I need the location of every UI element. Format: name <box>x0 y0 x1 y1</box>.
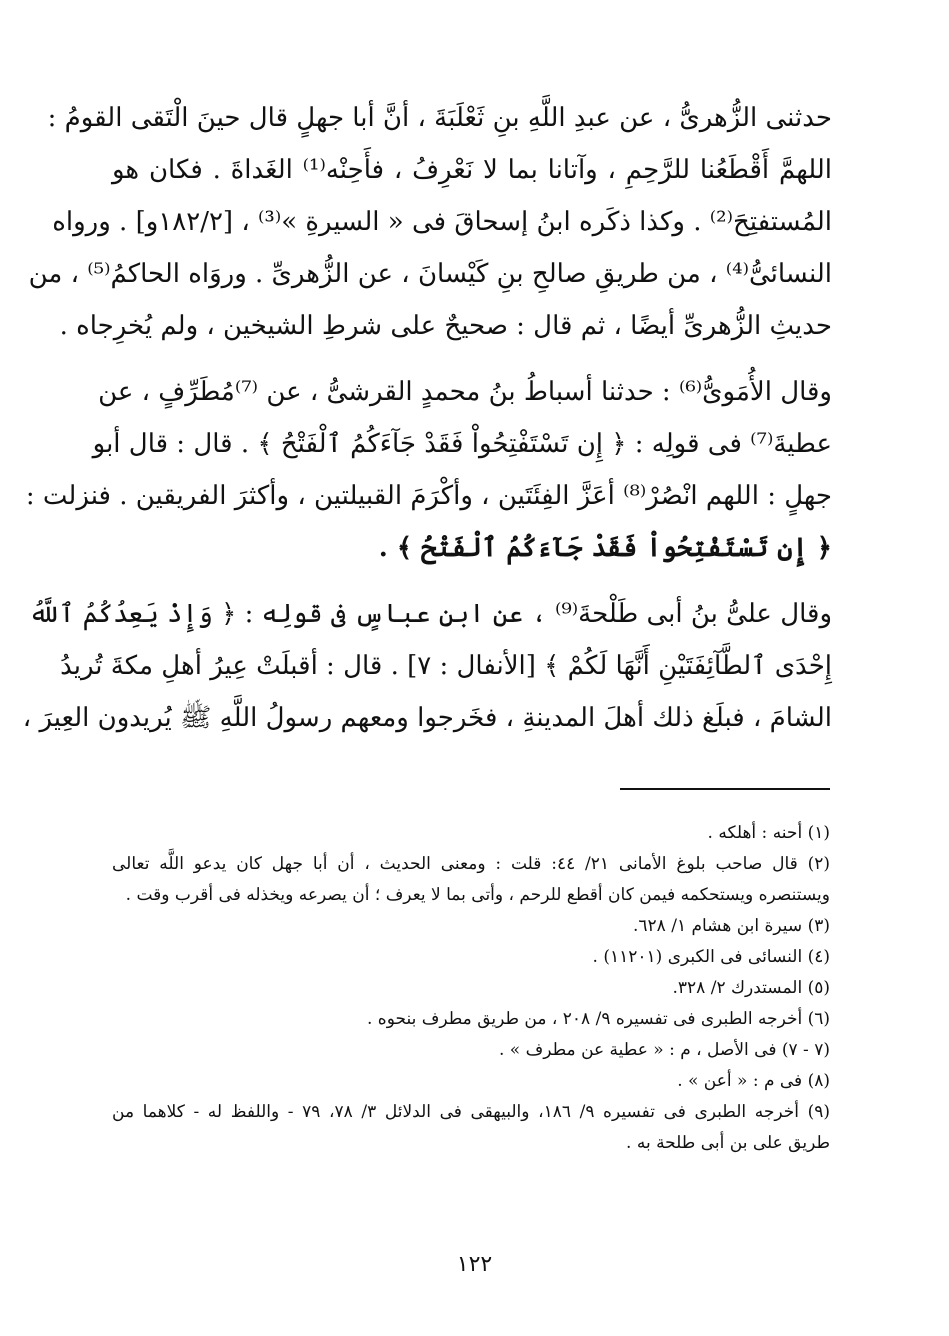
text-line: وقال الأُمَوىُّ⁽⁶⁾ : حدثنا أسباطُ بنُ محمدٍ القرشىُّ ، عن ⁽⁷⁾مُطَرِّفٍ ، عن <box>98 377 832 407</box>
paragraph <box>25 366 832 574</box>
quran-verse-line: ﴿ إِن تَسْتَفْتِحُواْ فَقَدْ جَآءَكُمُ ٱلْفَتْحُ ﴾ . <box>378 533 832 563</box>
footnote: (٢) قال صاحب بلوغ الأمانى ٢١/ ٤٤: قلت : ومعنى الحديث ، أن أبا جهل كان يدعو اللَّه تعالى <box>112 854 830 874</box>
text-line: إِحْدَى ٱلطَّآئِفَتَيْنِ أَنَّهَا لَكُمْ ﴾ [الأنفال : ٧] . قال : أقبلَتْ عِيرُ أهلِ مكةَ تُريدُ <box>60 651 832 681</box>
text-line: جهلٍ : اللهم انْصُرْ⁽⁸⁾ أعَزَّ الفِئَتَين ، وأكْرَمَ القبيلتين ، وأكثرَ الفريقين . فنزلت : <box>25 481 832 511</box>
footnote-continuation: ويستنصره ويستحكمه فيمن كان أقطع للرحم ، وأتى بما لا يعرف ؛ أن يصرعه ويخذله فى أقرب وقت . <box>125 885 830 905</box>
footnote: (٧ - ٧) فى الأصل ، م : « عطية عن مطرف » . <box>499 1040 830 1060</box>
text-line: عطيةَ⁽⁷⁾ فى قولِه : ﴿ إِن تَسْتَفْتِحُواْ فَقَدْ جَآءَكُمُ ٱلْفَتْحُ ﴾ . قال : قال أبو <box>92 429 832 459</box>
page-number: ١٢٢ <box>456 1252 493 1277</box>
paragraph-spacer <box>112 574 832 588</box>
footnote: (٩) أخرجه الطبرى فى تفسيره ٩/ ١٨٦، والبيهقى فى الدلائل ٣/ ٧٨، ٧٩ - واللفظ له - كلاهما من <box>112 1102 830 1122</box>
footnote: (٣) سيرة ابن هشام ١/ ٦٢٨. <box>632 916 830 936</box>
text-line: اللهمَّ أَقْطَعُنا للرَّحِمِ ، وآتانا بما لا نَعْرِفُ ، فأَحِنْه⁽¹⁾ الغَداةَ . فكان هو <box>112 155 832 185</box>
footnote-divider <box>620 788 830 790</box>
footnote: (٤) النسائى فى الكبرى (١١٢٠١) . <box>592 947 830 967</box>
footnote: (٥) المستدرك ٢/ ٣٢٨. <box>672 978 830 998</box>
text-line: حديثِ الزُّهرىِّ أيضًا ، ثم قال : صحيحٌ على شرطِ الشيخين ، ولم يُخرِجاه . <box>59 311 832 341</box>
paragraph <box>22 588 832 744</box>
footnote-continuation: طريق على بن أبى طلحة به . <box>626 1133 830 1153</box>
footnote: (٨) فى م : « أعن » . <box>677 1071 830 1091</box>
paragraph-spacer <box>112 352 832 366</box>
text-line: النسائىُّ⁽⁴⁾ ، من طريقِ صالحِ بنِ كَيْسانَ ، عن الزُّهرىِّ . وروَاه الحاكمُ⁽⁵⁾ ، من <box>28 259 832 289</box>
text-line: حدثنى الزُّهرىُّ ، عن عبدِ اللَّهِ بنِ ثَعْلَبَةَ ، أنَّ أبا جهلٍ قال حينَ الْتَقى القومُ : <box>47 103 832 133</box>
paragraph <box>28 92 832 352</box>
footnote: (٦) أخرجه الطبرى فى تفسيره ٩/ ٢٠٨ ، من طريق مطرف بنحوه . <box>367 1009 830 1029</box>
footnote: (١) أحنه : أهلكه . <box>707 823 830 843</box>
main-text <box>22 92 832 744</box>
text-line: المُستفتِحَ⁽²⁾ . وكذا ذكَره ابنُ إسحاقَ فى « السيرةِ »⁽³⁾ ، [١٨٢/٢و] . ورواه <box>52 207 832 237</box>
text-line: الشامَ ، فبلَغ ذلك أهلَ المدينةِ ، فخَرجوا ومعهم رسولُ اللَّهِ ﷺ يُريدون العِيرَ ، <box>22 703 832 733</box>
footnotes <box>112 818 830 1159</box>
text-line: وقال علىُّ بنُ أبى طَلْحةَ⁽⁹⁾ ، عن ابنِ عباسٍ فى قولِه : ﴿ وَإِذْ يَعِدُكُمُ ٱللَّهُ <box>28 599 832 629</box>
